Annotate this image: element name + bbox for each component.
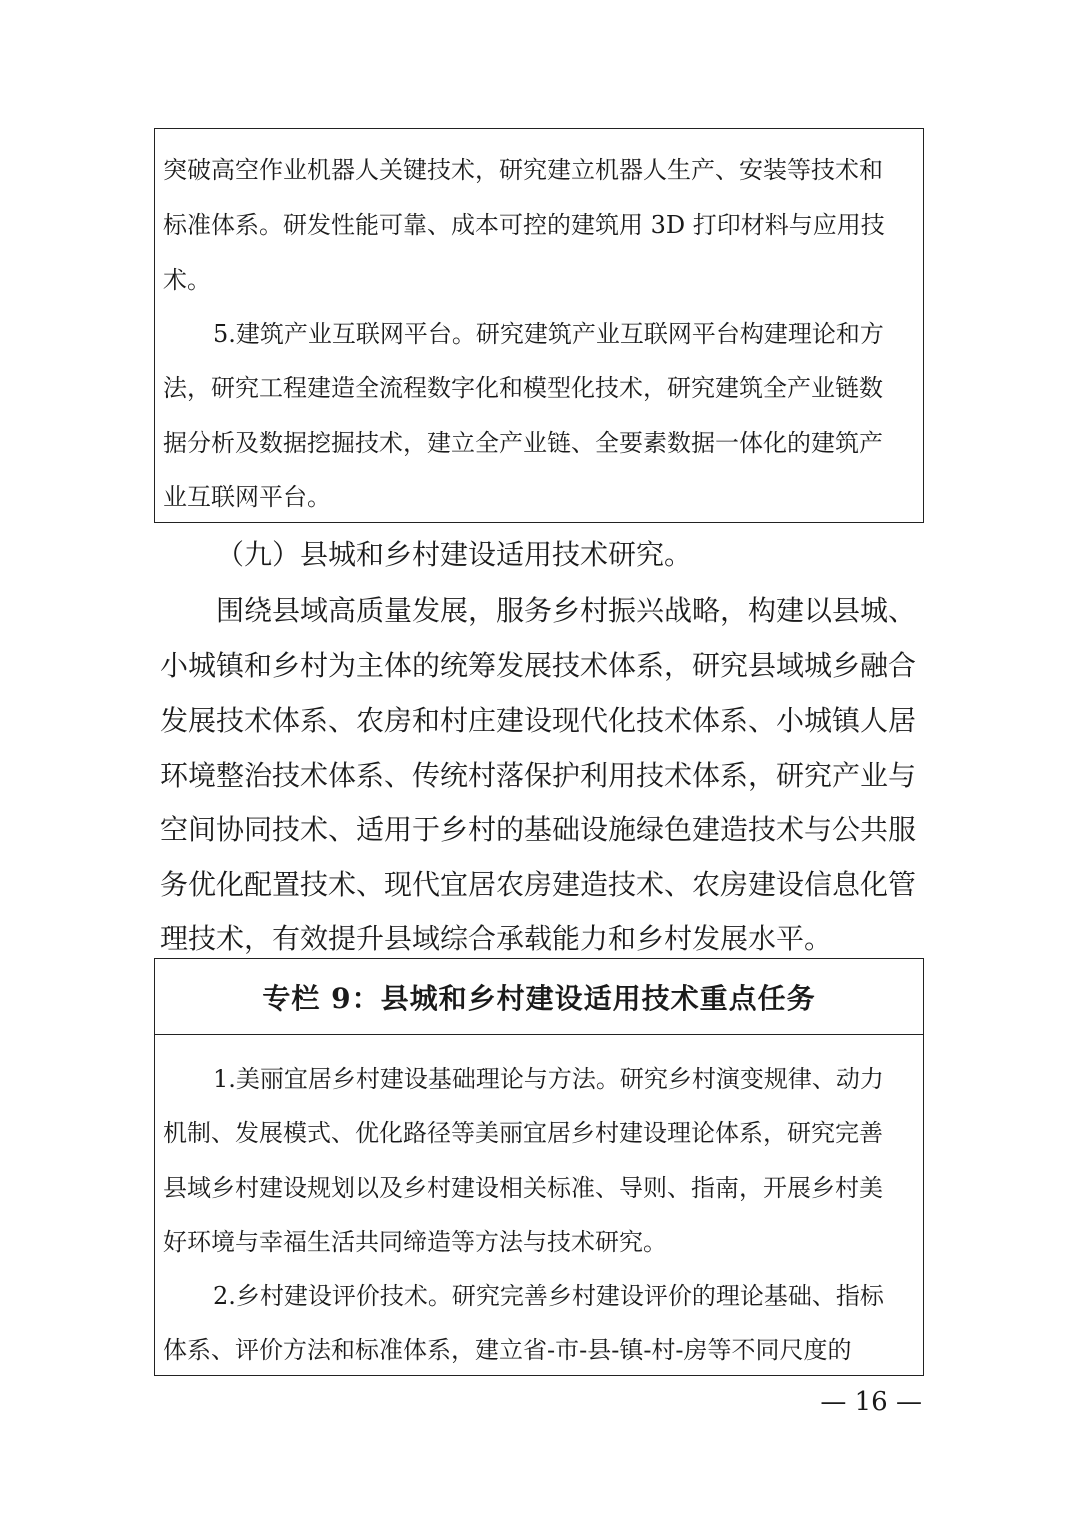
section-heading: （九）县城和乡村建设适用技术研究。 <box>216 538 693 571</box>
box-text-line: 术。 <box>163 266 211 294</box>
task-box-continued <box>154 128 924 523</box>
body-text-line: 发展技术体系、农房和村庄建设现代化技术体系、小城镇人居 <box>160 704 917 737</box>
box-text-line: 好环境与幸福生活共同缔造等方法与技术研究。 <box>163 1228 667 1256</box>
body-text-line: 围绕县域高质量发展，服务乡村振兴战略，构建以县城、 <box>216 594 917 627</box>
body-text-line: 理技术，有效提升县域综合承载能力和乡村发展水平。 <box>160 922 833 955</box>
body-text-line: 环境整治技术体系、传统村落保护利用技术体系，研究产业与 <box>160 759 917 792</box>
task-box-column-9 <box>154 958 924 1376</box>
box-text-line: 2.乡村建设评价技术。研究完善乡村建设评价的理论基础、指标 <box>213 1282 884 1310</box>
box-text-line: 5.建筑产业互联网平台。研究建筑产业互联网平台构建理论和方 <box>213 320 884 348</box>
box-text-line: 体系、评价方法和标准体系，建立省-市-县-镇-村-房等不同尺度的 <box>163 1336 852 1364</box>
box-text-line: 标准体系。研发性能可靠、成本可控的建筑用 3D 打印材料与应用技 <box>163 211 885 239</box>
body-text-line: 务优化配置技术、现代宜居农房建造技术、农房建设信息化管 <box>160 868 917 901</box>
page-number: — 16 — <box>820 1387 922 1417</box>
box-text-line: 突破高空作业机器人关键技术，研究建立机器人生产、安装等技术和 <box>163 156 883 184</box>
box-text-line: 1.美丽宜居乡村建设基础理论与方法。研究乡村演变规律、动力 <box>213 1065 884 1093</box>
box-text-line: 机制、发展模式、优化路径等美丽宜居乡村建设理论体系，研究完善 <box>163 1119 883 1147</box>
box-text-line: 业互联网平台。 <box>163 483 331 511</box>
box-title: 专栏 9：县城和乡村建设适用技术重点任务 <box>155 959 923 1035</box>
box-text-line: 据分析及数据挖掘技术，建立全产业链、全要素数据一体化的建筑产 <box>163 429 883 457</box>
body-text-line: 空间协同技术、适用于乡村的基础设施绿色建造技术与公共服 <box>160 813 917 846</box>
body-text-line: 小城镇和乡村为主体的统筹发展技术体系，研究县域城乡融合 <box>160 649 917 682</box>
box-text-line: 县域乡村建设规划以及乡村建设相关标准、导则、指南，开展乡村美 <box>163 1174 883 1202</box>
box-text-line: 法，研究工程建造全流程数字化和模型化技术，研究建筑全产业链数 <box>163 374 883 402</box>
